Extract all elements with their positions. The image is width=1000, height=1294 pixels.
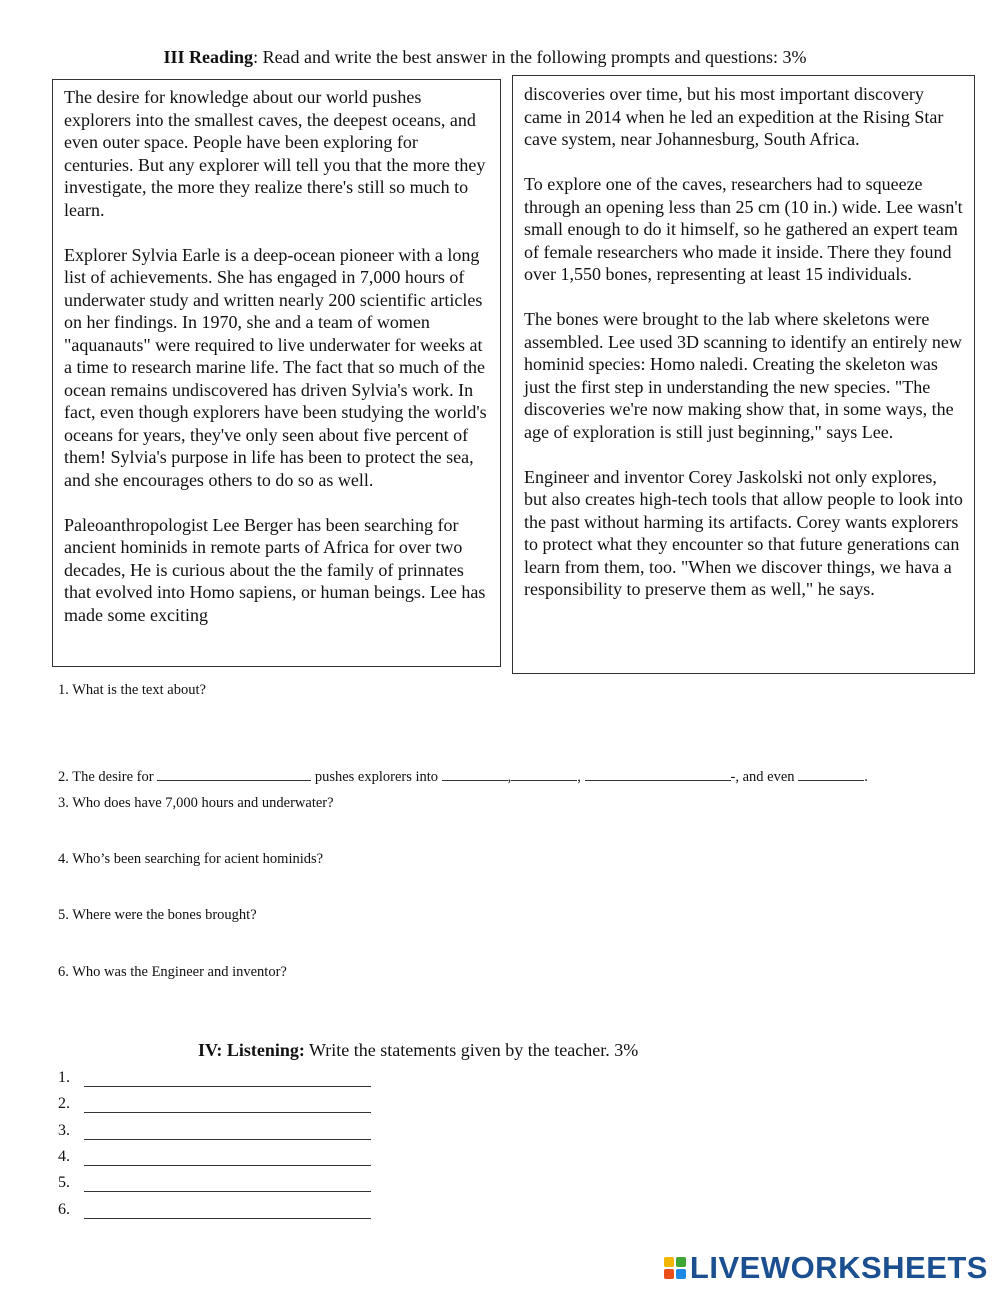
listening-instructions: Write the statements given by the teacher. 3% (304, 1040, 639, 1060)
comma: , (507, 769, 512, 785)
logo-block (676, 1269, 686, 1279)
comma: , (577, 769, 581, 785)
logo-block (664, 1257, 674, 1267)
section-instructions: : Read and write the best answer in the following prompts and questions: 3% (253, 47, 807, 67)
passage-paragraph: discoveries over time, but his most important discovery came in 2014 when he led an expedition at the Rising Star cave system, near Johannesburg, South Africa. (524, 84, 944, 149)
logo-block (676, 1257, 686, 1267)
listening-line (58, 1174, 371, 1192)
listening-line (58, 1148, 371, 1166)
listening-line (58, 1069, 371, 1087)
listening-line (58, 1201, 371, 1219)
answer-blank[interactable] (442, 766, 508, 781)
question-2-text-b: pushes explorers into (314, 769, 439, 785)
period: . (864, 769, 868, 785)
reading-passage-left (52, 79, 501, 667)
answer-blank[interactable] (585, 766, 731, 781)
answer-line[interactable] (84, 1070, 371, 1087)
passage-paragraph: To explore one of the caves, researchers had to squeeze through an opening less than 25 cm (10 in.) wide. Lee wasn't small enough to do it himself, so he gathered an expert team of female researchers who made it inside. There they found over 1,550 bones, representing at least 15 individuals. (524, 174, 963, 284)
question-5: 5. Where were the bones brought? (58, 907, 257, 923)
answer-blank[interactable] (157, 766, 311, 781)
section-label: III Reading (163, 47, 254, 67)
question-4: 4. Who’s been searching for acient hominids? (58, 851, 324, 867)
line-number: 6. (58, 1201, 70, 1218)
section-heading (0, 47, 1000, 68)
question-6: 6. Who was the Engineer and inventor? (58, 964, 287, 980)
logo-icon (664, 1257, 686, 1279)
logo-block (664, 1269, 674, 1279)
line-number: 1. (58, 1069, 70, 1086)
line-number: 4. (58, 1148, 70, 1165)
answer-blank[interactable] (798, 766, 864, 781)
question-3: 3. Who does have 7,000 hours and underwater? (58, 795, 334, 811)
answer-line[interactable] (84, 1096, 371, 1113)
listening-line (58, 1122, 371, 1140)
passage-paragraph: Engineer and inventor Corey Jaskolski not only explores, but also creates high-tech tools that allow people to look into the past without harming its artifacts. Corey wants explorers to protect what they encounter so that future generations can learn from them, too. "When we discover things, we hava a responsibility to preserve them as well," he says. (524, 466, 963, 599)
question-1: 1. What is the text about? (58, 682, 206, 698)
answer-line[interactable] (84, 1175, 371, 1192)
passage-paragraph: Explorer Sylvia Earle is a deep-ocean pioneer with a long list of achievements. She has engaged in 7,000 hours of underwater study and written nearly 200 scientific articles on her findings. In 1970, she and a team of women "aquanauts" were required to live underwater for weeks at a time to research marine life. The fact that so much of the ocean remains undiscovered has driven Sylvia's work. In fact, even though explorers have been studying the world's oceans for years, they've only seen about five percent of them! Sylvia's purpose in life has been to protect the sea, and she encourages others to do so as well. (64, 244, 487, 490)
passage-paragraph: The bones were brought to the lab where skeletons were assembled. Lee used 3D scanning to identify an entirely new hominid species: Homo naledi. Creating the skeleton was just the first step in understanding the new species. "The discoveries we're now making show that, in some ways, the age of exploration is still just beginning," says Lee. (524, 309, 962, 442)
reading-passage-right (512, 75, 975, 674)
question-2-text-a: 2. The desire for (58, 769, 154, 785)
question-2-text-c: -, and even (730, 769, 795, 785)
answer-line[interactable] (84, 1202, 371, 1219)
answer-blank[interactable] (511, 766, 577, 781)
line-number: 5. (58, 1174, 70, 1191)
question-2 (58, 766, 868, 786)
listening-line (58, 1095, 371, 1113)
line-number: 3. (58, 1122, 70, 1139)
liveworksheets-logo (664, 1251, 988, 1285)
answer-line[interactable] (84, 1149, 371, 1166)
listening-label: IV: Listening: (198, 1040, 305, 1060)
listening-heading (198, 1040, 638, 1061)
passage-paragraph: Paleoanthropologist Lee Berger has been searching for ancient hominids in remote parts of Africa for over two decades, He is curious about the the family of prinnates that evolved into Homo sapiens, or human beings. Lee has made some exciting (64, 514, 486, 625)
passage-paragraph: The desire for knowledge about our world pushes explorers into the smallest caves, the deepest oceans, and even outer space. People have been exploring for centuries. But any explorer will tell you that the more they investigate, the more they realize there's still so much to learn. (64, 87, 486, 220)
logo-text: LIVEWORKSHEETS (689, 1250, 988, 1285)
answer-line[interactable] (84, 1123, 371, 1140)
line-number: 2. (58, 1095, 70, 1112)
